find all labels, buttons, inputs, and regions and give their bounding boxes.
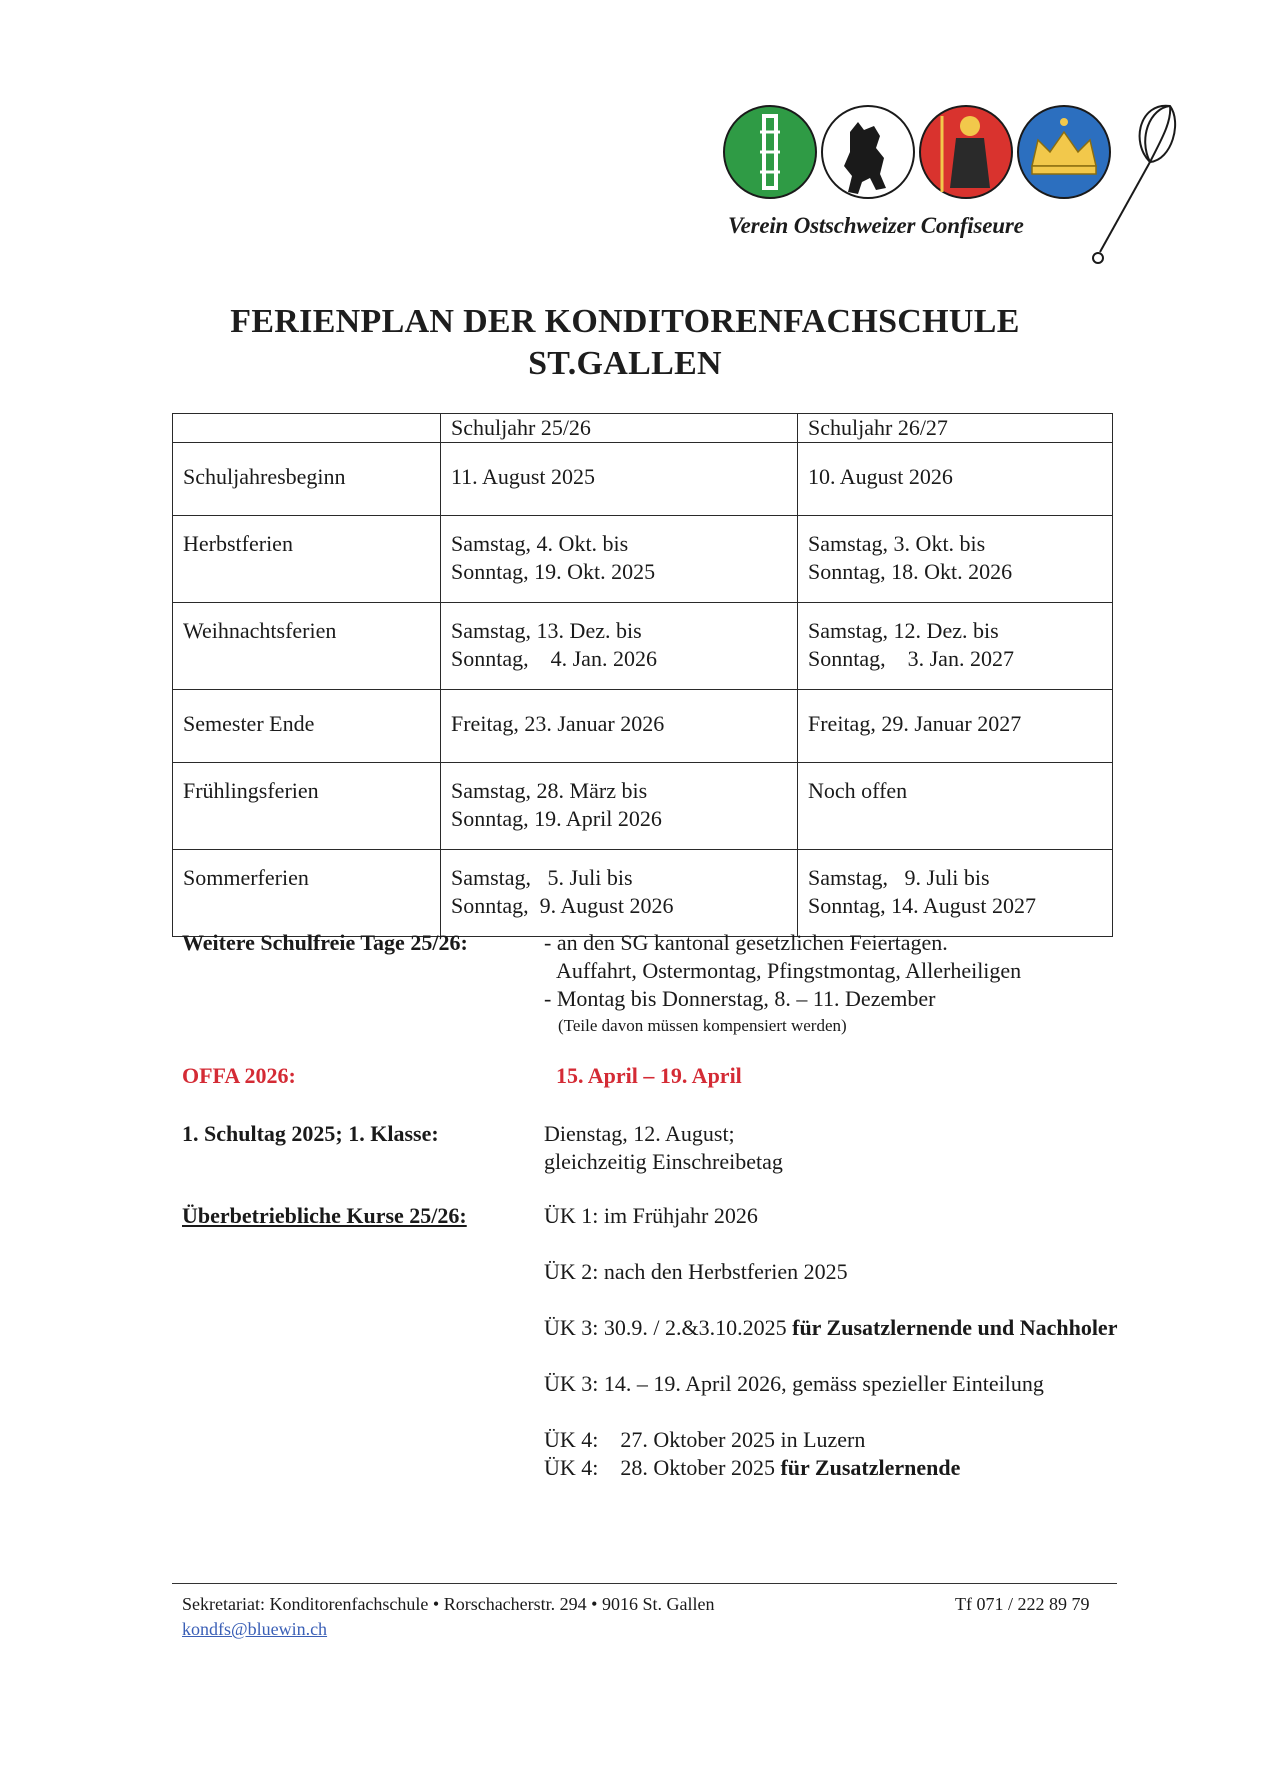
footer-email-wrap (182, 1617, 327, 1641)
weitere-line1: - an den SG kantonal gesetzlichen Feiertagen. (544, 930, 948, 955)
footer-address: Sekretariat: Konditorenfachschule • Rorschacherstr. 294 • 9016 St. Gallen (182, 1594, 715, 1614)
cell-2526 (441, 443, 798, 516)
cell-line: Freitag, 29. Januar 2027 (808, 711, 1022, 736)
weitere-line2: Auffahrt, Ostermontag, Pfingstmontag, Allerheiligen (556, 958, 1022, 983)
row-label: Semester Ende (173, 690, 441, 763)
cell-2526 (441, 516, 798, 603)
row-label: Sommerferien (173, 850, 441, 937)
uk3a-line (544, 1314, 1117, 1342)
cell-line: Samstag, 5. Juli bis (451, 865, 633, 890)
row-label: Frühlingsferien (173, 763, 441, 850)
crown-icon (1018, 106, 1110, 198)
logo-emblem (720, 102, 1180, 272)
table-row (173, 516, 1113, 603)
cell-2526 (441, 603, 798, 690)
uk2-line: ÜK 2: nach den Herbstferien 2025 (544, 1259, 848, 1284)
schultag-label: 1. Schultag 2025; 1. Klasse: (182, 1121, 439, 1146)
logo-text: Verein Ostschweizer Confiseure (728, 213, 1024, 238)
cell-line: Sonntag, 4. Jan. 2026 (451, 646, 657, 671)
header-cell-2526: Schuljahr 25/26 (441, 414, 798, 443)
table-row (173, 763, 1113, 850)
cell-2526 (441, 763, 798, 850)
header-cell-2627: Schuljahr 26/27 (798, 414, 1113, 443)
table-header-row (173, 414, 1113, 443)
whisk-icon (1093, 106, 1175, 263)
header-cell-empty (173, 414, 441, 443)
cell-line: Sonntag, 9. August 2026 (451, 893, 674, 918)
cell-line: Samstag, 4. Okt. bis (451, 531, 629, 556)
cell-2627 (798, 690, 1113, 763)
schultag-line2: gleichzeitig Einschreibetag (544, 1149, 783, 1174)
uk4b-bold: für Zusatzlernende (780, 1455, 961, 1480)
cell-line: Samstag, 9. Juli bis (808, 865, 990, 890)
table-row (173, 603, 1113, 690)
cell-line: Freitag, 23. Januar 2026 (451, 711, 665, 736)
page-title-line1: FERIENPLAN DER KONDITORENFACHSCHULE (230, 303, 1020, 340)
cell-2526 (441, 850, 798, 937)
email-link[interactable]: kondfs@bluewin.ch (182, 1619, 328, 1639)
uk4b-text: ÜK 4: 28. Oktober 2025 (544, 1455, 781, 1480)
uk4b-line (544, 1454, 960, 1482)
footer-divider (172, 1583, 1117, 1584)
cell-line: Noch offen (808, 778, 908, 803)
cell-2627 (798, 763, 1113, 850)
offa-label: OFFA 2026: (182, 1063, 296, 1088)
table-row (173, 850, 1113, 937)
holiday-table (172, 413, 1113, 937)
table-row (173, 443, 1113, 516)
cell-line: Samstag, 3. Okt. bis (808, 531, 986, 556)
cell-2526 (441, 690, 798, 763)
weitere-note: (Teile davon müssen kompensiert werden) (558, 1016, 847, 1035)
bear-icon (822, 106, 914, 198)
uk3a-bold: für Zusatzlernende und Nachholer (792, 1315, 1118, 1340)
uk4a-line: ÜK 4: 27. Oktober 2025 in Luzern (544, 1427, 866, 1452)
cell-line: Samstag, 12. Dez. bis (808, 618, 999, 643)
green-fasces-icon (724, 106, 816, 198)
weitere-label: Weitere Schulfreie Tage 25/26: (182, 930, 468, 955)
offa-value: 15. April – 19. April (556, 1063, 742, 1088)
table-row (173, 690, 1113, 763)
cell-2627 (798, 443, 1113, 516)
uek-label: Überbetriebliche Kurse 25/26: (182, 1203, 467, 1228)
cell-2627 (798, 603, 1113, 690)
weitere-line3: - Montag bis Donnerstag, 8. – 11. Dezember (544, 986, 936, 1011)
cell-line: Sonntag, 18. Okt. 2026 (808, 559, 1013, 584)
uk1-line: ÜK 1: im Frühjahr 2026 (544, 1203, 758, 1228)
uk3a-text: ÜK 3: 30.9. / 2.&3.10.2025 (544, 1315, 793, 1340)
footer-phone: Tf 071 / 222 89 79 (955, 1594, 1090, 1614)
row-label: Schuljahresbeginn (173, 443, 441, 516)
cell-line: 10. August 2026 (808, 464, 953, 489)
cell-2627 (798, 850, 1113, 937)
cell-line: Sonntag, 3. Jan. 2027 (808, 646, 1014, 671)
cell-line: Sonntag, 19. April 2026 (451, 806, 662, 831)
cell-line: 11. August 2025 (451, 464, 596, 489)
row-label: Herbstferien (173, 516, 441, 603)
cell-line: Sonntag, 19. Okt. 2025 (451, 559, 656, 584)
schultag-line1: Dienstag, 12. August; (544, 1121, 735, 1146)
row-label: Weihnachtsferien (173, 603, 441, 690)
saint-figure-icon (920, 106, 1012, 198)
cell-2627 (798, 516, 1113, 603)
cell-line: Samstag, 28. März bis (451, 778, 648, 803)
uk3b-line: ÜK 3: 14. – 19. April 2026, gemäss spezieller Einteilung (544, 1371, 1044, 1396)
cell-line: Sonntag, 14. August 2027 (808, 893, 1036, 918)
page-title-line2: ST.GALLEN (528, 345, 722, 382)
cell-line: Samstag, 13. Dez. bis (451, 618, 642, 643)
